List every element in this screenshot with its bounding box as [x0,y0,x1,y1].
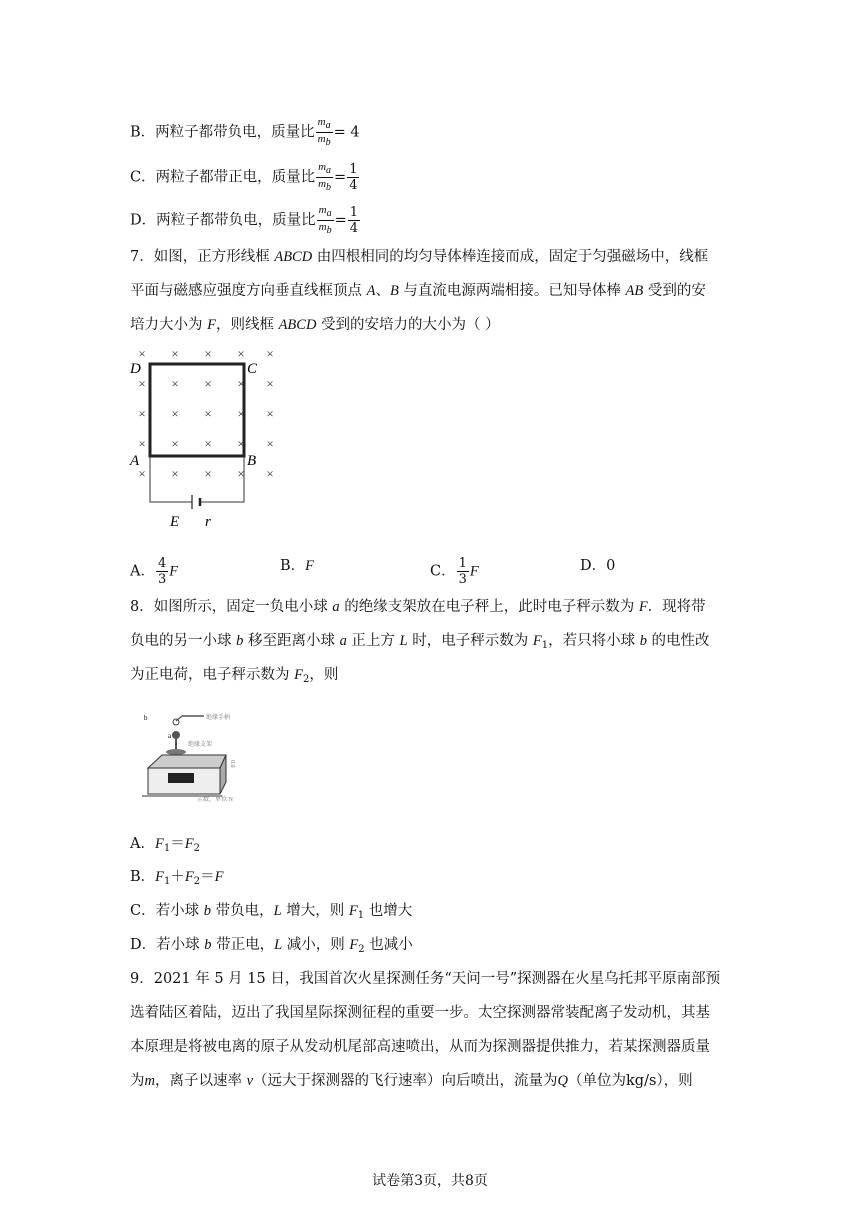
q7-circuit-figure [125,340,285,535]
field-cross-mark: × [237,346,245,361]
field-cross-mark: × [138,406,146,421]
field-cross-mark: × [171,466,179,481]
q7-option-c: C． $\frac{1}{3}$ F [430,556,479,587]
scale-display [168,773,194,783]
field-cross-mark: × [237,406,245,421]
q8-option-c: C．若小球 b 带负电，L 增大，则 $F_1$ 也增大 [130,903,413,921]
field-cross-mark: × [204,376,212,391]
q7-stem-line1: 7．如图，正方形线框 ABCD 由四根相同的均匀导体棒连接而成，固定于匀强磁场中，线框 [130,249,709,265]
label-support: 绝缘支架 [188,742,213,748]
field-cross-mark: × [237,376,245,391]
field-cross-mark: × [138,346,146,361]
field-cross-mark: × [237,436,245,451]
page-footer: 试卷第3页，共8页 [372,1173,488,1189]
q7-option-b: B．F [280,558,315,574]
field-cross-mark: × [204,436,212,451]
resistance-label: r [205,514,211,530]
q8-option-b: B．$F_1+F_2=F$ [130,869,224,887]
q7-stem-line3: 培力大小为 F，则线框 ABCD 受到的安培力的大小为（ ） [130,317,500,333]
field-cross-mark: × [171,406,179,421]
field-cross-mark: × [171,346,179,361]
field-cross-mark: × [204,346,212,361]
field-cross-mark: × [138,376,146,391]
ball-b [173,719,179,725]
q8-stem-line3: 为正电荷，电子秤示数为 $F_2$，则 [130,667,339,685]
fraction: $\frac{1}{3}$ [458,556,467,587]
vertex-c-label: C [247,361,258,377]
q7-option-a: A． $\frac{4}{3}$ F [130,556,179,587]
label-a: a [168,732,172,740]
field-cross-mark: × [138,436,146,451]
q9-stem-line1: 9．2021 年 5 月 15 日，我国首次火星探测任务“天问一号”探测器在火星乌托邦平原南部预 [130,971,721,987]
field-cross-mark: × [266,406,274,421]
q8-stem-line1: 8．如图所示，固定一负电小球 a 的绝缘支架放在电子秤上，此时电子秤示数为 F．现将带 [130,599,706,615]
field-cross-mark: × [204,406,212,421]
q9-stem-line2: 选着陆区着陆，迈出了我国星际探测征程的重要一步。太空探测器常装配离子发动机，其基 [130,1005,710,1021]
label-reading: 示数，单位 N [197,797,233,803]
mass-ratio-fraction: $\frac{m_a}{m_b}$ [318,204,332,236]
field-cross-mark: × [266,376,274,391]
vertex-b-label: B [247,453,257,469]
q7-stem-line2: 平面与磁感应强度方向垂直线框顶点 A、B 与直流电源两端相接。已知导体棒 AB 受到的安 [130,283,706,299]
option-c-prev: C．两粒子都带正电，质量比 $\frac{m_a}{m_b}$ = $\frac{1}{4}$ [130,161,358,193]
fraction: $\frac{4}{3}$ [157,556,167,587]
field-cross-mark: × [237,466,245,481]
ratio-value: $\frac{1}{4}$ [349,205,359,236]
q7-option-d: D．0 [580,558,616,574]
q9-stem-line3: 本原理是将被电离的原子从发动机尾部高速喷出，从而为探测器提供推力，若某探测器质量 [130,1039,710,1055]
emf-label: E [170,514,180,530]
q8-option-a: A．$F_1=F_2$ [130,836,200,854]
q8-electronic-scale-figure [140,700,255,808]
ratio-value: $\frac{1}{4}$ [349,162,358,193]
mass-ratio-fraction: $\frac{m_a}{m_b}$ [317,116,331,148]
option-b-prev: B．两粒子都带负电，质量比 $\frac{m_a}{m_b}$ = 4 [130,116,360,148]
field-cross-mark: × [138,466,146,481]
label-handle: 绝缘手柄 [206,715,231,721]
option-d-prev: D．两粒子都带负电，质量比 $\frac{m_a}{m_b}$ = $\frac{1}{4}$ [130,204,359,236]
vertex-a-label: A [130,453,140,469]
field-cross-mark: × [266,436,274,451]
support-base [166,749,186,755]
field-cross-mark: × [266,466,274,481]
label-b: b [144,714,148,722]
vertex-d-label: D [130,361,141,377]
q8-option-d: D．若小球 b 带正电，L 减小，则 $F_2$ 也减小 [130,937,413,955]
square-frame [150,364,244,456]
label-side: 0.0 [229,760,235,768]
scale-top [148,755,226,768]
field-cross-mark: × [171,376,179,391]
q9-stem-line4: 为m，离子以速率 v（远大于探测器的飞行速率）向后喷出，流量为Q（单位为kg/s），则 [130,1073,693,1089]
q8-stem-line2: 负电的另一小球 b 移至距离小球 a 正上方 L 时，电子秤示数为 $F_1$，若只将小球 b 的电性改 [130,633,710,651]
field-cross-mark: × [204,466,212,481]
ball-a [172,731,180,739]
field-cross-mark: × [266,346,274,361]
field-cross-mark: × [171,436,179,451]
mass-ratio-fraction: $\frac{m_a}{m_b}$ [318,161,332,193]
